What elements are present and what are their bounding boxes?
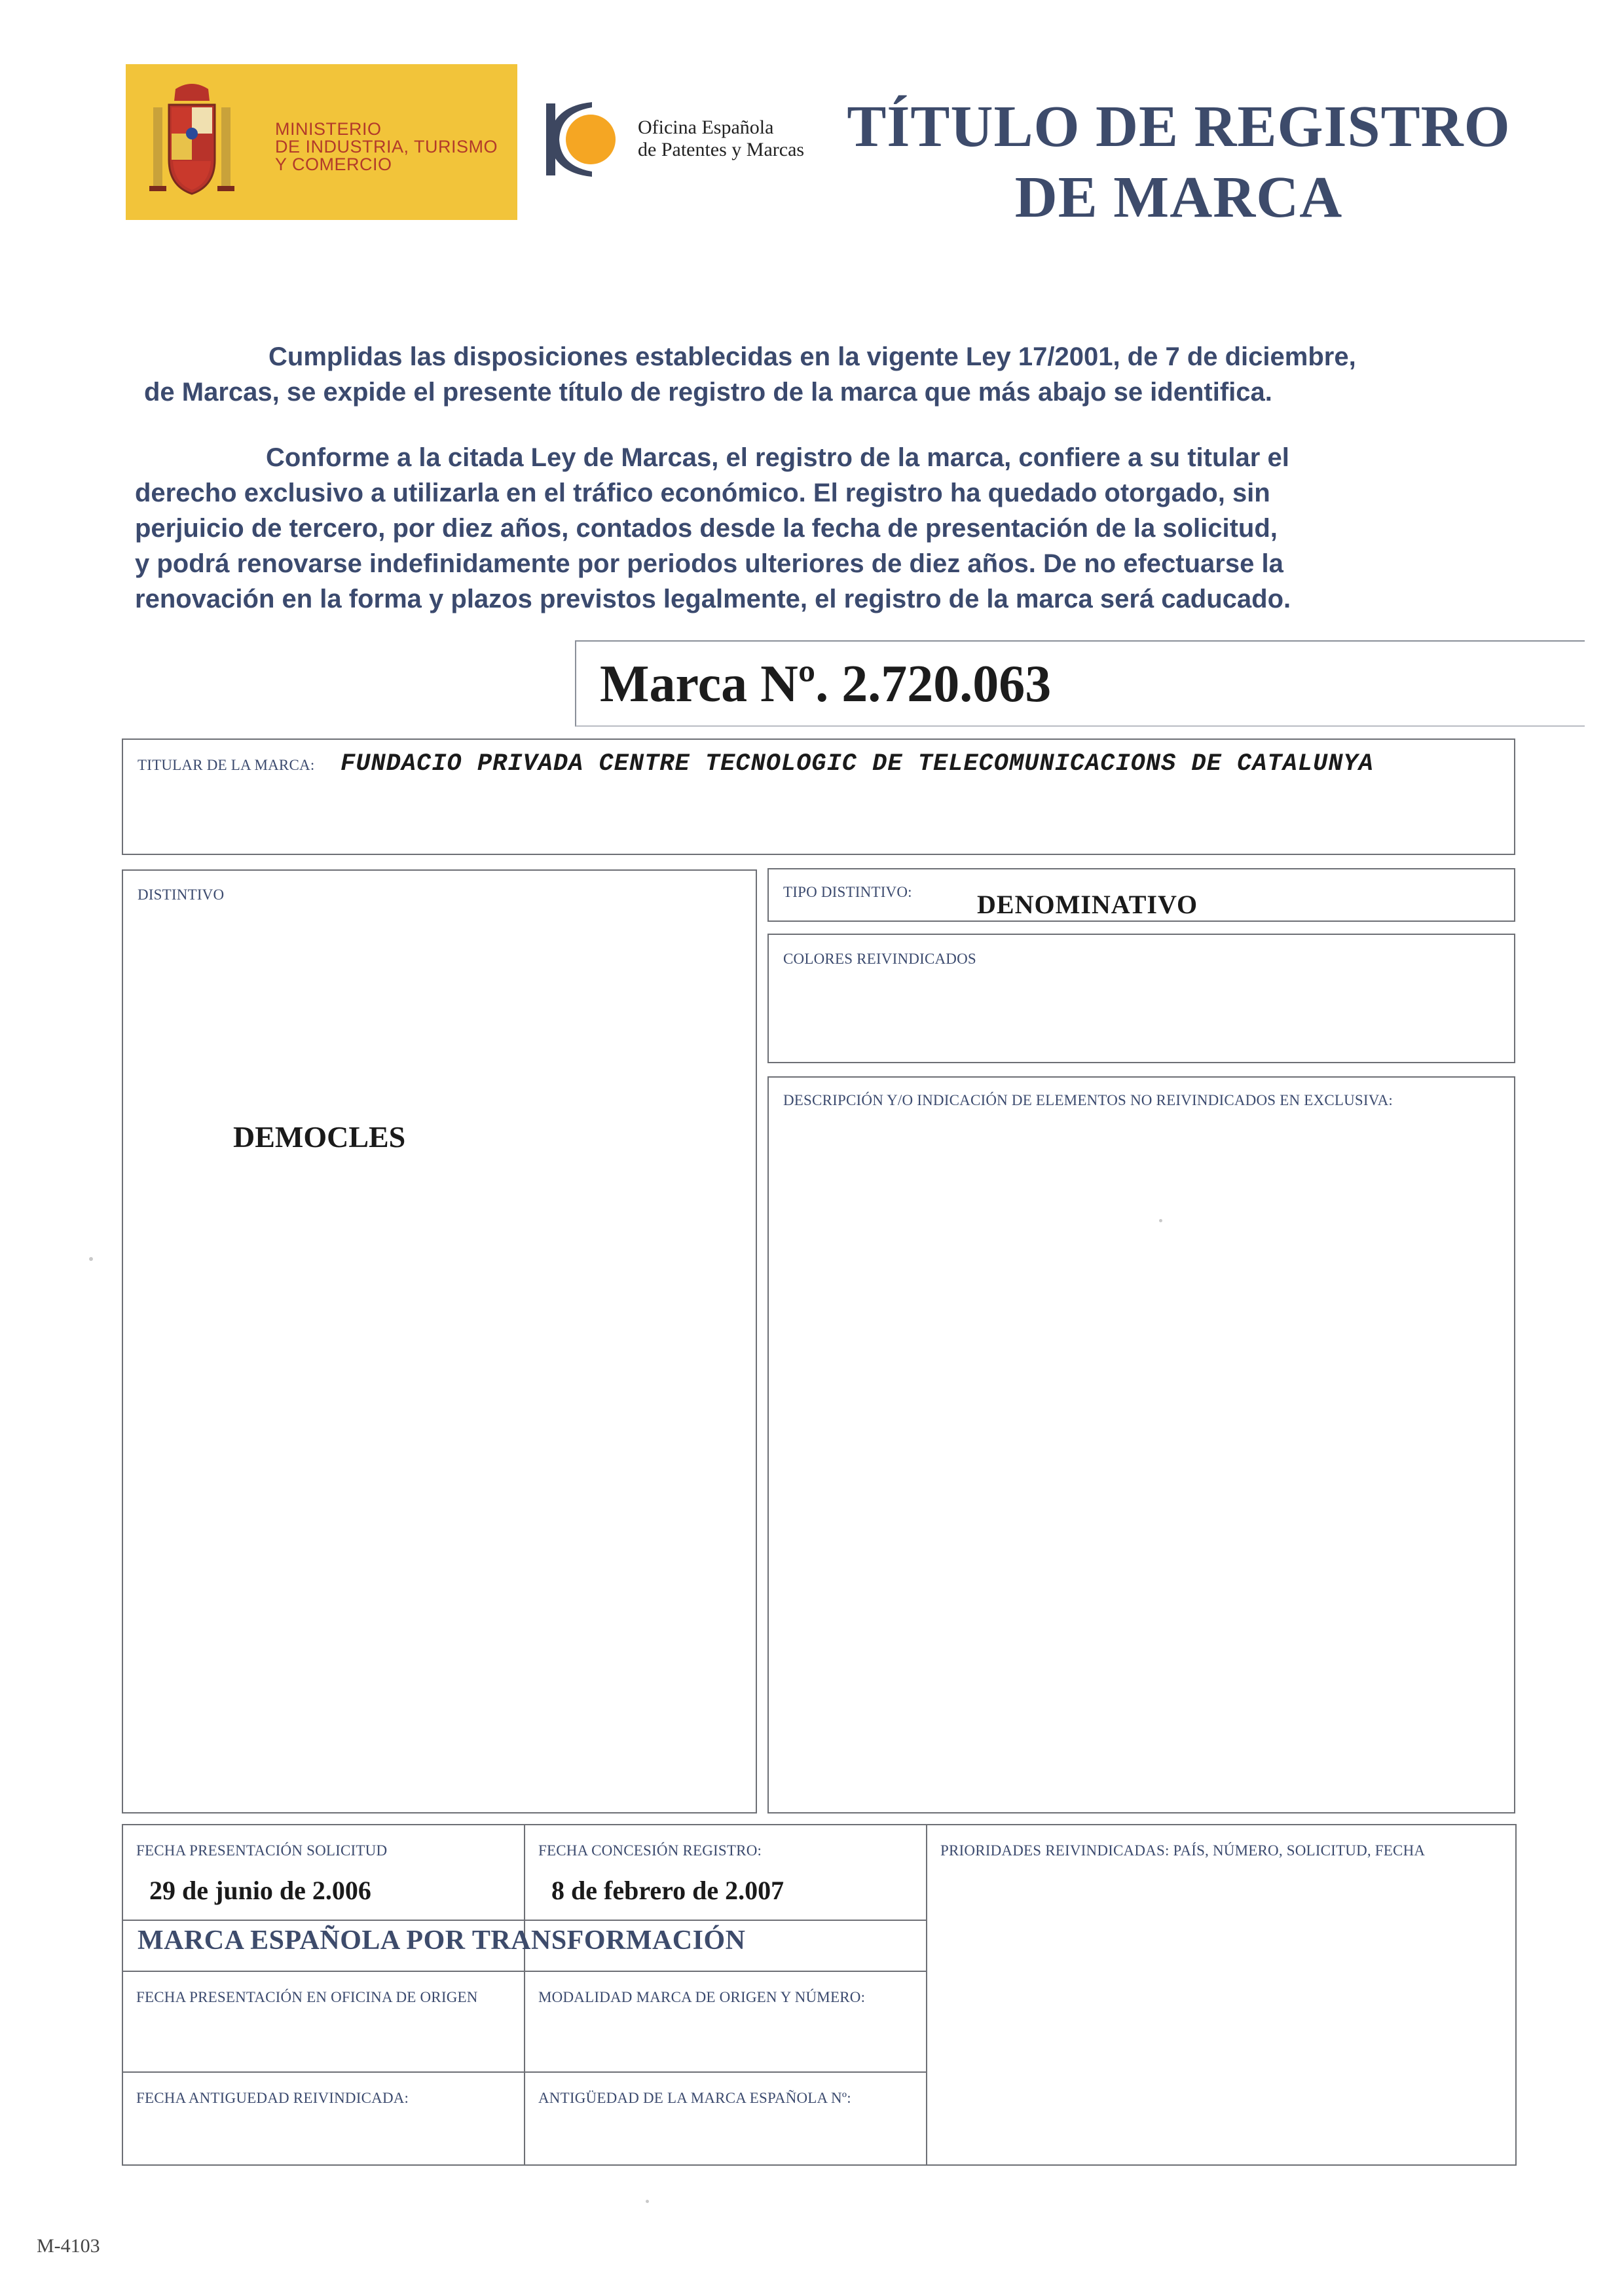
origen-fecha-label: FECHA PRESENTACIÓN EN OFICINA DE ORIGEN xyxy=(136,1989,478,2005)
oepm-line-1: Oficina Española xyxy=(638,117,774,138)
fecha-concesion-cell xyxy=(525,1825,926,1920)
antiguedad-fecha-cell xyxy=(123,2073,524,2164)
paragraph-line: perjuicio de tercero, por diez años, contados desde la fecha de presentación de la solicitud, xyxy=(135,514,1278,543)
distintivo-value: DEMOCLES xyxy=(233,1120,406,1154)
fecha-concesion-label: FECHA CONCESIÓN REGISTRO: xyxy=(538,1842,762,1859)
document-title xyxy=(838,92,1519,233)
intro-paragraph-2 xyxy=(135,440,1523,617)
scan-speck xyxy=(646,2200,649,2203)
tipo-distintivo-box xyxy=(767,868,1515,922)
ministry-line-1: MINISTERIO xyxy=(275,119,382,139)
ministry-name xyxy=(275,120,498,173)
form-code: M-4103 xyxy=(37,2235,100,2257)
intro-paragraph-1 xyxy=(144,339,1519,410)
modalidad-label: MODALIDAD MARCA DE ORIGEN Y NÚMERO: xyxy=(538,1989,866,2005)
titular-box xyxy=(122,738,1515,855)
marca-number: Marca Nº. 2.720.063 xyxy=(600,655,1052,713)
titular-label: TITULAR DE LA MARCA: xyxy=(138,757,315,773)
colores-box xyxy=(767,934,1515,1063)
fecha-concesion-value: 8 de febrero de 2.007 xyxy=(551,1876,784,1905)
prioridades-cell xyxy=(927,1825,1517,2164)
modalidad-cell xyxy=(525,1972,926,2071)
scan-speck xyxy=(1159,1219,1162,1222)
oepm-logo xyxy=(546,98,808,180)
scan-speck xyxy=(89,1257,93,1261)
oepm-name xyxy=(638,117,804,161)
dates-section xyxy=(122,1824,1517,2166)
fecha-presentacion-value: 29 de junio de 2.006 xyxy=(149,1876,371,1905)
title-line-1: TÍTULO DE REGISTRO xyxy=(847,94,1511,159)
ministry-line-3: Y COMERCIO xyxy=(275,155,392,174)
distintivo-label: DISTINTIVO xyxy=(138,886,225,903)
ministry-line-2: DE INDUSTRIA, TURISMO xyxy=(275,137,498,156)
tipo-distintivo-value: DENOMINATIVO xyxy=(977,890,1198,919)
titular-value: FUNDACIO PRIVADA CENTRE TECNOLOGIC DE TELECOMUNICACIONS DE CATALUNYA xyxy=(341,750,1374,778)
descripcion-label: DESCRIPCIÓN Y/O INDICACIÓN DE ELEMENTOS NO REIVINDICADOS EN EXCLUSIVA: xyxy=(783,1092,1393,1108)
tipo-distintivo-label: TIPO DISTINTIVO: xyxy=(783,884,912,900)
fecha-presentacion-label: FECHA PRESENTACIÓN SOLICITUD xyxy=(136,1842,388,1859)
prioridades-label: PRIORIDADES REIVINDICADAS: PAÍS, NÚMERO, SOLICITUD, FECHA xyxy=(940,1842,1426,1859)
antiguedad-marca-cell xyxy=(525,2073,926,2164)
paragraph-line: de Marcas, se expide el presente título de registro de la marca que más abajo se identifica. xyxy=(144,378,1272,407)
divider xyxy=(123,1920,927,1921)
descripcion-box xyxy=(767,1076,1515,1813)
coat-of-arms-icon xyxy=(149,81,234,203)
paragraph-line: Conforme a la citada Ley de Marcas, el registro de la marca, confiere a su titular el xyxy=(266,443,1289,472)
paragraph-line: renovación en la forma y plazos previstos legalmente, el registro de la marca será caducado. xyxy=(135,585,1291,613)
antiguedad-marca-label: ANTIGÜEDAD DE LA MARCA ESPAÑOLA Nº: xyxy=(538,2090,851,2106)
transformacion-title: MARCA ESPAÑOLA POR TRANSFORMACIÓN xyxy=(138,1925,746,1956)
distintivo-box xyxy=(122,869,757,1813)
paragraph-line: Cumplidas las disposiciones establecidas en la vigente Ley 17/2001, de 7 de diciembre, xyxy=(268,342,1356,371)
ministry-logo xyxy=(126,64,517,220)
fecha-presentacion-cell xyxy=(123,1825,524,1920)
marca-number-box xyxy=(575,640,1585,727)
paragraph-line: y podrá renovarse indefinidamente por periodos ulteriores de diez años. De no efectuarse la xyxy=(135,549,1283,578)
origen-fecha-cell xyxy=(123,1972,524,2071)
oepm-logo-icon xyxy=(546,101,618,178)
paragraph-line: derecho exclusivo a utilizarla en el tráfico económico. El registro ha quedado otorgado, sin xyxy=(135,479,1270,507)
antiguedad-fecha-label: FECHA ANTIGUEDAD REIVINDICADA: xyxy=(136,2090,409,2106)
oepm-line-2: de Patentes y Marcas xyxy=(638,139,805,160)
title-line-2: DE MARCA xyxy=(1014,165,1343,230)
colores-label: COLORES REIVINDICADOS xyxy=(783,951,976,967)
